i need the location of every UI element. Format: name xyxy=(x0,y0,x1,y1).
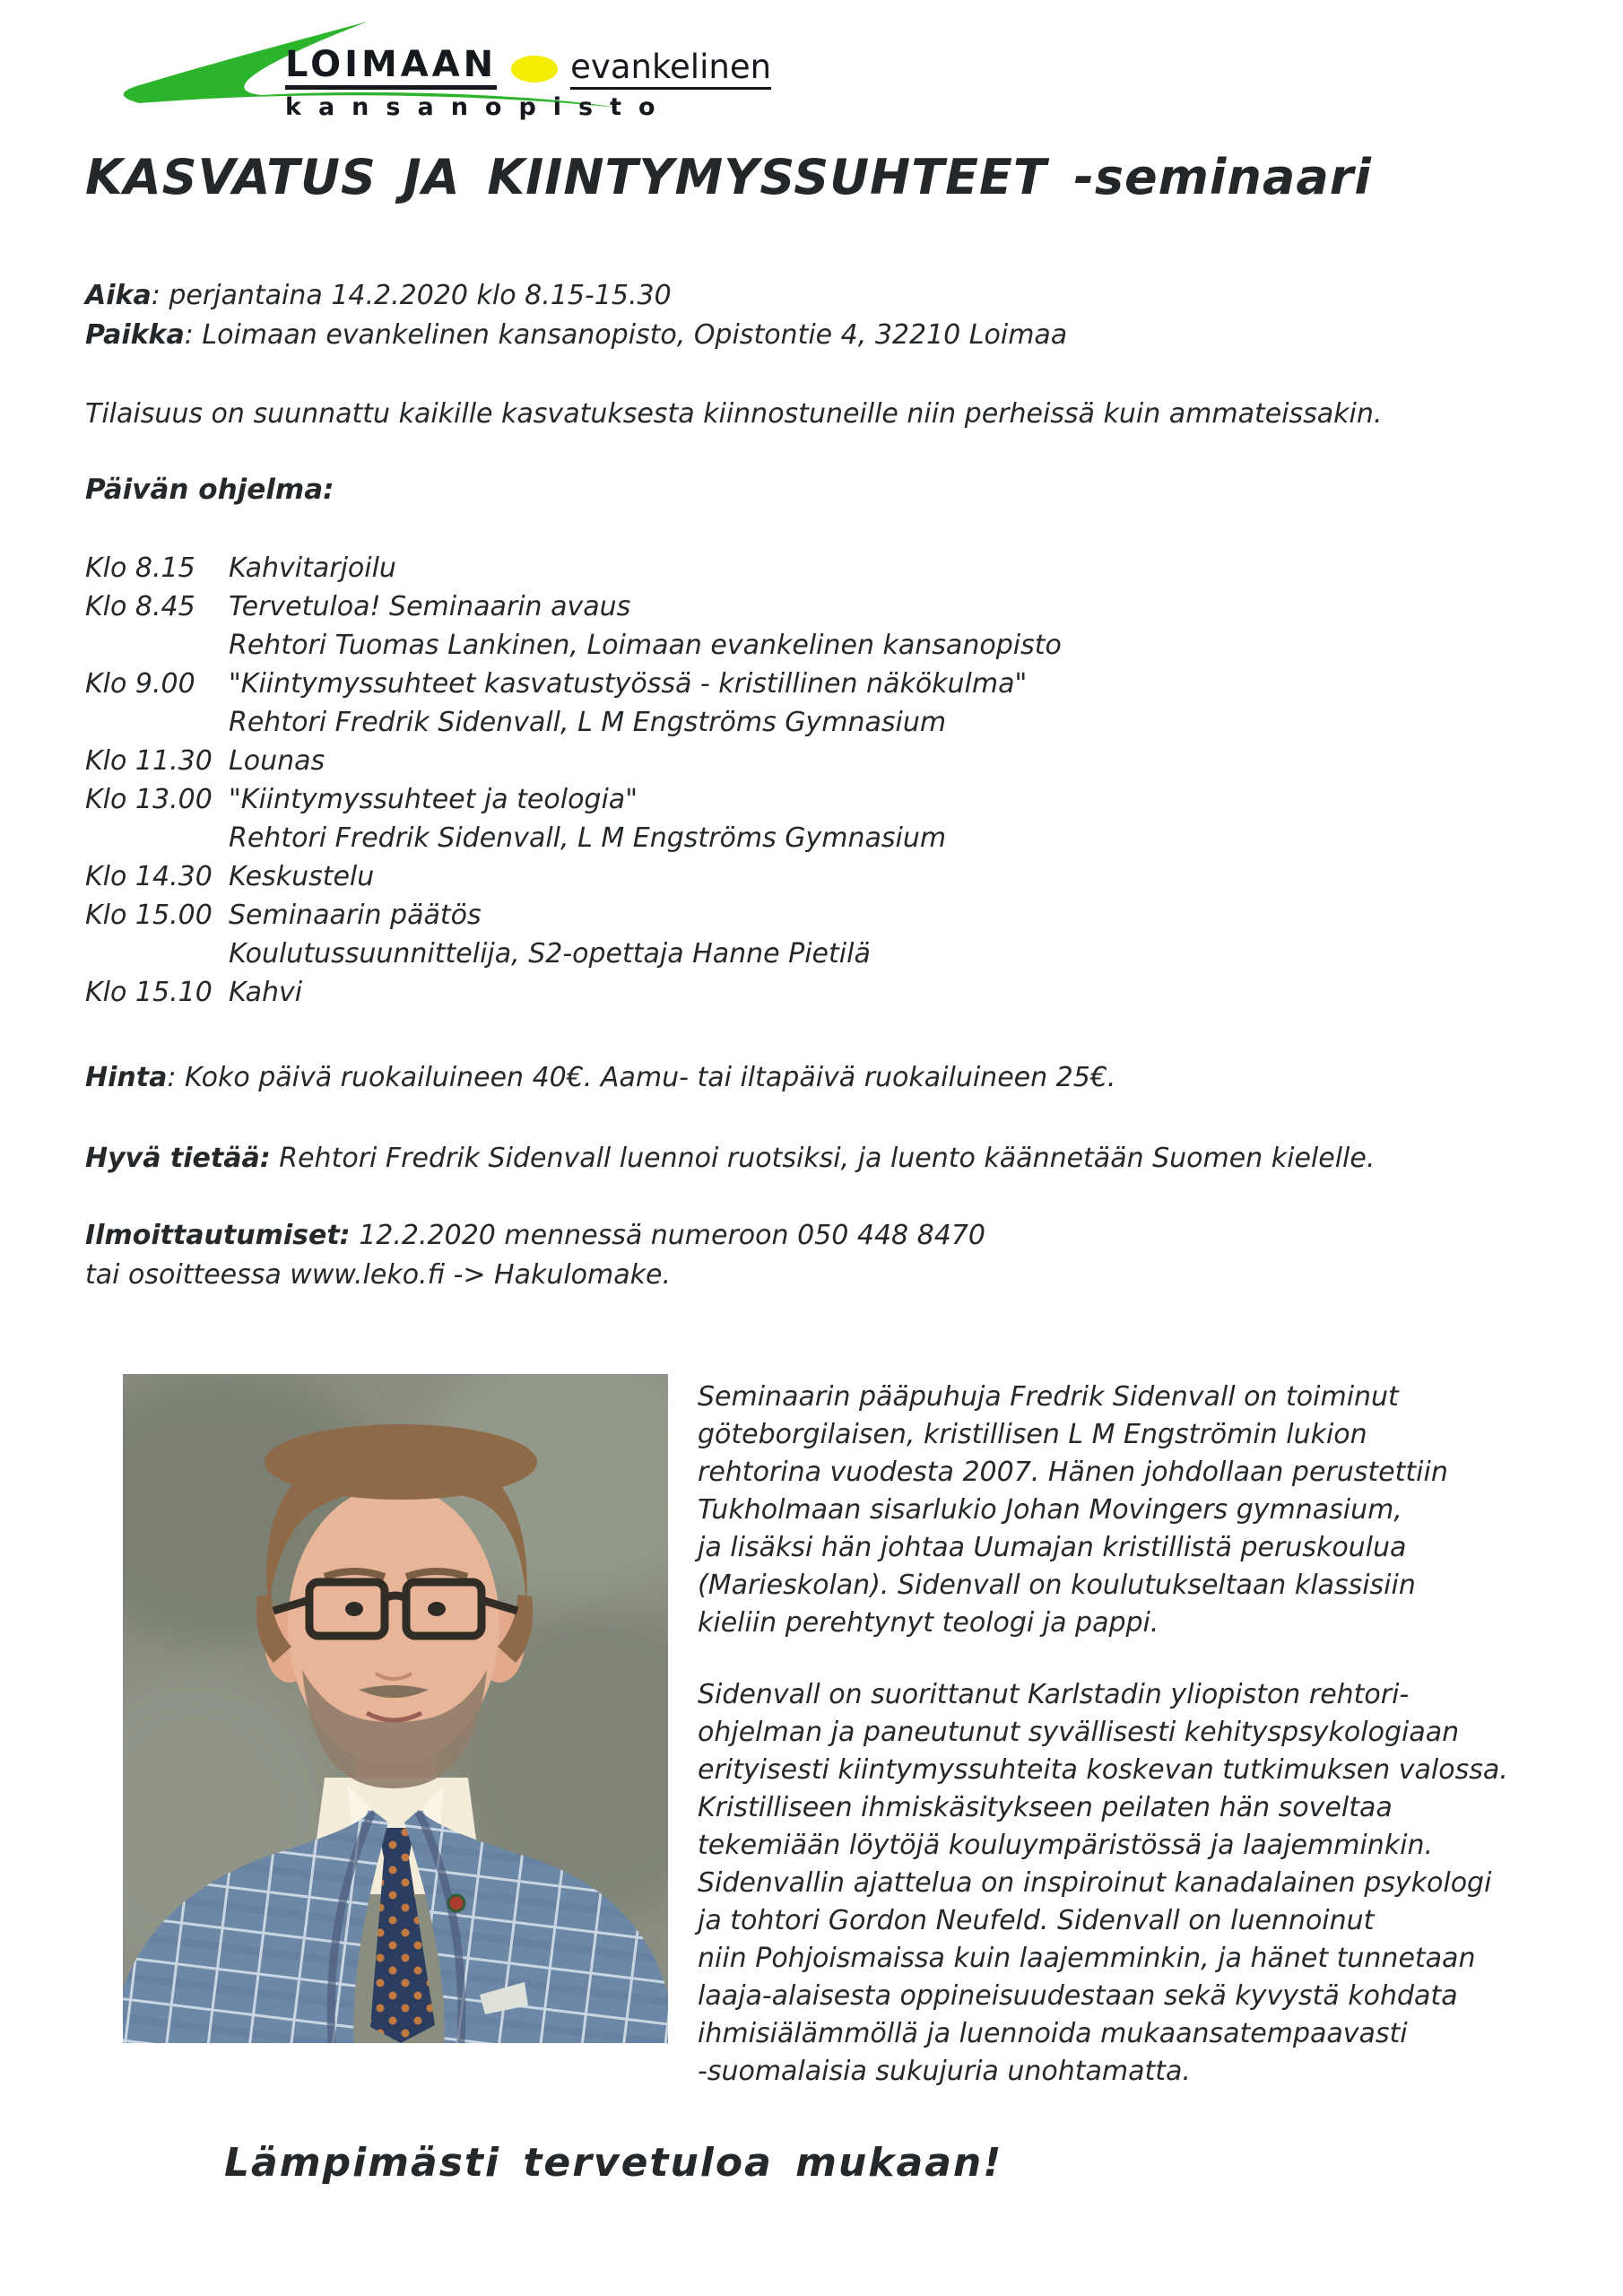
logo-word-loimaan: LOIMAAN xyxy=(285,47,497,90)
schedule-row xyxy=(85,935,1062,973)
tietaa-value: Rehtori Fredrik Sidenvall luennoi ruotsiksi, ja luento käännetään Suomen kielelle. xyxy=(270,1143,1376,1174)
schedule-item-text: Koulutussuunnittelija, S2-opettaja Hanne Pietilä xyxy=(229,938,871,970)
schedule-item-text: "Kiintymyssuhteet ja teologia" xyxy=(229,784,638,815)
ilmo-value: 12.2.2020 mennessä numeroon 050 448 8470 xyxy=(350,1220,986,1251)
schedule-row xyxy=(85,857,1062,896)
bio-line: Sidenvallin ajattelua on inspiroinut kanadalainen psykologi xyxy=(698,1867,1492,1899)
schedule-item-text: "Kiintymyssuhteet kasvatustyössä - kristillinen näkökulma" xyxy=(229,668,1028,700)
schedule-row xyxy=(85,665,1062,703)
bio-line: laaja-alaisesta oppineisuudestaan sekä kyvystä kohdata xyxy=(698,1980,1458,2012)
closing-welcome-line: Lämpimästi tervetuloa mukaan! xyxy=(224,2140,1003,2186)
logo-sun-icon xyxy=(511,56,558,83)
portrait-photo xyxy=(123,1374,668,2043)
event-meta xyxy=(85,276,1067,355)
bio-line: göteborgilaisen, kristillisen L M Engströmin lukion xyxy=(698,1419,1367,1450)
schedule-row xyxy=(85,626,1062,665)
bio-line: Kristilliseen ihmiskäsitykseen peilaten hän soveltaa xyxy=(698,1792,1393,1823)
paikka-label: Paikka xyxy=(85,319,185,351)
logo-text xyxy=(285,44,772,121)
schedule-row xyxy=(85,549,1062,587)
logo xyxy=(90,14,772,124)
bio-line: rehtorina vuodesta 2007. Hänen johdollaan perustettiin xyxy=(698,1457,1448,1488)
schedule-row xyxy=(85,780,1062,819)
ilmo-label: Ilmoittautumiset: xyxy=(85,1220,351,1251)
audience-line: Tilaisuus on suunnattu kaikille kasvatuksesta kiinnostuneille niin perheissä kuin ammateissakin. xyxy=(85,398,1383,430)
schedule-time xyxy=(85,703,221,742)
logo-word-kansanopisto: kansanopisto xyxy=(285,93,673,121)
bio-line: ihmisiälämmöllä ja luennoida mukaansatempaavasti xyxy=(698,2018,1408,2049)
schedule-item-text: Seminaarin päätös xyxy=(229,900,482,931)
schedule-row xyxy=(85,587,1062,626)
schedule-item-text: Kahvitarjoilu xyxy=(229,552,396,584)
price-line xyxy=(85,1058,1115,1098)
bio-line: erityisesti kiintymyssuhteita koskevan tutkimuksen valossa. xyxy=(698,1754,1508,1786)
bio-paragraph-1 xyxy=(698,1378,1603,1642)
bio-line: niin Pohjoismaissa kuin laajemminkin, ja hänet tunnetaan xyxy=(698,1943,1476,1974)
bio-line: ja lisäksi hän johtaa Uumajan kristillistä peruskoulua xyxy=(698,1532,1407,1563)
bio-line: (Marieskolan). Sidenvall on koulutukseltaan klassisiin xyxy=(698,1570,1416,1601)
schedule-time xyxy=(85,819,221,857)
speaker-bio xyxy=(698,1378,1603,2091)
schedule-time: Klo 15.10 xyxy=(85,977,213,1008)
schedule-item-text: Keskustelu xyxy=(229,861,375,892)
aika-label: Aika xyxy=(85,280,152,311)
bio-line: tekemiään löytöjä kouluympäristössä ja laajemminkin. xyxy=(698,1830,1434,1861)
event-place-line xyxy=(85,316,1067,355)
schedule-item-text: Rehtori Tuomas Lankinen, Loimaan evankelinen kansanopisto xyxy=(229,630,1062,661)
program-heading: Päivän ohjelma: xyxy=(85,474,334,506)
schedule-row xyxy=(85,742,1062,780)
schedule-time: Klo 15.00 xyxy=(85,900,213,931)
schedule-time: Klo 11.30 xyxy=(85,745,213,777)
bio-line: Seminaarin pääpuhuja Fredrik Sidenvall on toiminut xyxy=(698,1381,1399,1413)
good-to-know-line xyxy=(85,1139,1375,1178)
schedule-time: Klo 14.30 xyxy=(85,861,213,892)
portrait-illustration xyxy=(123,1374,668,2043)
tietaa-label: Hyvä tietää: xyxy=(85,1143,271,1174)
paikka-value: : Loimaan evankelinen kansanopisto, Opistontie 4, 32210 Loimaa xyxy=(184,319,1068,351)
schedule-time xyxy=(85,626,221,665)
schedule-time xyxy=(85,935,221,973)
schedule-row xyxy=(85,703,1062,742)
schedule-time: Klo 8.45 xyxy=(85,591,195,622)
bio-paragraph-2 xyxy=(698,1676,1603,2091)
hinta-value: : Koko päivä ruokailuineen 40€. Aamu- tai iltapäivä ruokailuineen 25€. xyxy=(167,1062,1116,1093)
schedule-row xyxy=(85,819,1062,857)
schedule-row xyxy=(85,973,1062,1012)
bio-line: -suomalaisia sukujuria unohtamatta. xyxy=(698,2056,1191,2087)
schedule-time: Klo 8.15 xyxy=(85,552,195,584)
registration-block xyxy=(85,1216,985,1295)
registration-line-1 xyxy=(85,1216,985,1256)
program-schedule xyxy=(85,549,1062,1012)
logo-row xyxy=(285,44,772,90)
bio-line: Tukholmaan sisarlukio Johan Movingers gymnasium, xyxy=(698,1494,1402,1526)
schedule-row xyxy=(85,896,1062,935)
schedule-time: Klo 13.00 xyxy=(85,784,213,815)
bio-line: ja tohtori Gordon Neufeld. Sidenvall on luennoinut xyxy=(698,1905,1375,1936)
schedule-item-text: Tervetuloa! Seminaarin avaus xyxy=(229,591,631,622)
lapel-pin xyxy=(448,1895,464,1911)
aika-value: : perjantaina 14.2.2020 klo 8.15-15.30 xyxy=(151,280,672,311)
registration-line-2: tai osoitteessa www.leko.fi -> Hakulomake. xyxy=(85,1259,671,1291)
bio-line: Sidenvall on suorittanut Karlstadin yliopiston rehtori- xyxy=(698,1679,1410,1710)
logo-word-evankelinen: evankelinen xyxy=(570,50,771,90)
hinta-label: Hinta xyxy=(85,1062,168,1093)
page-title: KASVATUS JA KIINTYMYSSUHTEET -seminaari xyxy=(85,149,1372,205)
bio-line: kieliin perehtynyt teologi ja pappi. xyxy=(698,1607,1159,1639)
schedule-item-text: Lounas xyxy=(229,745,325,777)
schedule-item-text: Rehtori Fredrik Sidenvall, L M Engströms Gymnasium xyxy=(229,822,947,854)
bio-line: ohjelman ja paneutunut syvällisesti kehityspsykologiaan xyxy=(698,1717,1460,1748)
schedule-item-text: Kahvi xyxy=(229,977,303,1008)
schedule-time: Klo 9.00 xyxy=(85,668,195,700)
event-time-line xyxy=(85,276,1067,316)
schedule-item-text: Rehtori Fredrik Sidenvall, L M Engströms Gymnasium xyxy=(229,707,947,738)
